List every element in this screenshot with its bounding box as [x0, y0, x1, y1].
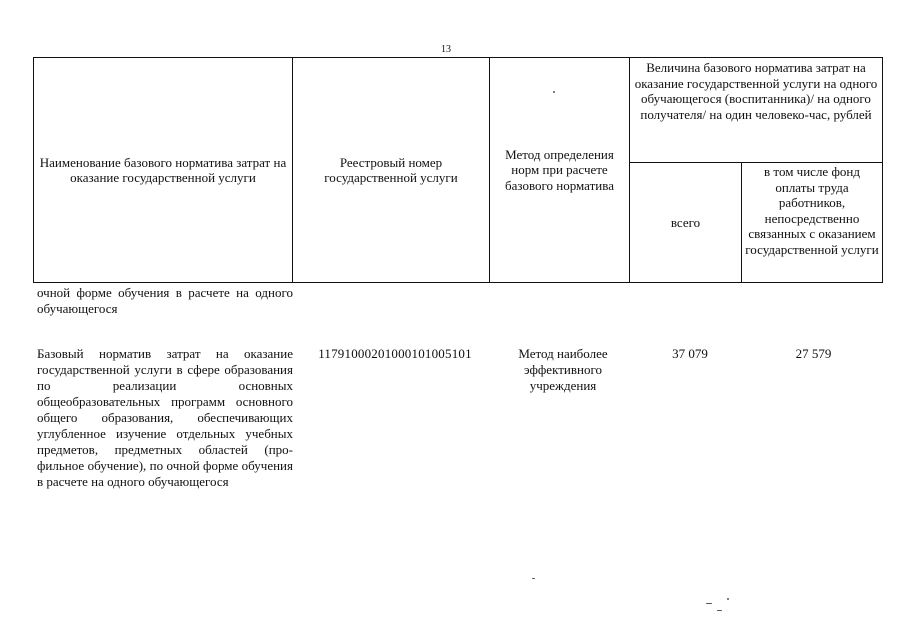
norms-table-header [33, 57, 883, 283]
row-fund-cell: 27 579 [795, 346, 832, 361]
row-name-cell: Базовый норматив затрат на оказание государственной услуги в сфере образования по реализации основных общеобразовательных программ основного общего образования, обеспечивающих углубленное изучение отдельных учебных предметов, предметных областей (профильное обучение), по очной форме обучения в расчете на одного обучающегося [37, 346, 293, 489]
page-number: 13 [441, 44, 451, 55]
scan-speck [727, 598, 729, 600]
scan-speck [717, 610, 722, 611]
scan-speck [532, 578, 535, 579]
header-cell-registry: Реестровый номер государственной услуги [293, 58, 490, 283]
header-cell-fund: в том числе фонд оплаты труда работников, непосредственно связанных с оказанием государственной услуги [742, 163, 883, 283]
header-cell-total: всего [630, 163, 742, 283]
scan-speck [553, 91, 555, 93]
row-total-cell: 37 079 [672, 346, 708, 361]
header-cell-method: Метод определения норм при расчете базового норматива [490, 58, 630, 283]
header-cell-name: Наименование базового норматива затрат на оказание государственной услуги [34, 58, 293, 283]
header-cell-value: Величина базового норматива затрат на оказание государственной услуги на одного обучающегося (воспитанника)/ на одного получателя/ на один человеко-час, рублей [630, 58, 883, 163]
scan-speck [706, 603, 712, 604]
continuation-text: очной форме обучения в расчете на одного обучающегося [37, 285, 293, 316]
row-registry-cell: 11791000201000101005101 [318, 346, 472, 361]
row-method-cell: Метод наиболее эффективного учреждения [518, 346, 608, 393]
